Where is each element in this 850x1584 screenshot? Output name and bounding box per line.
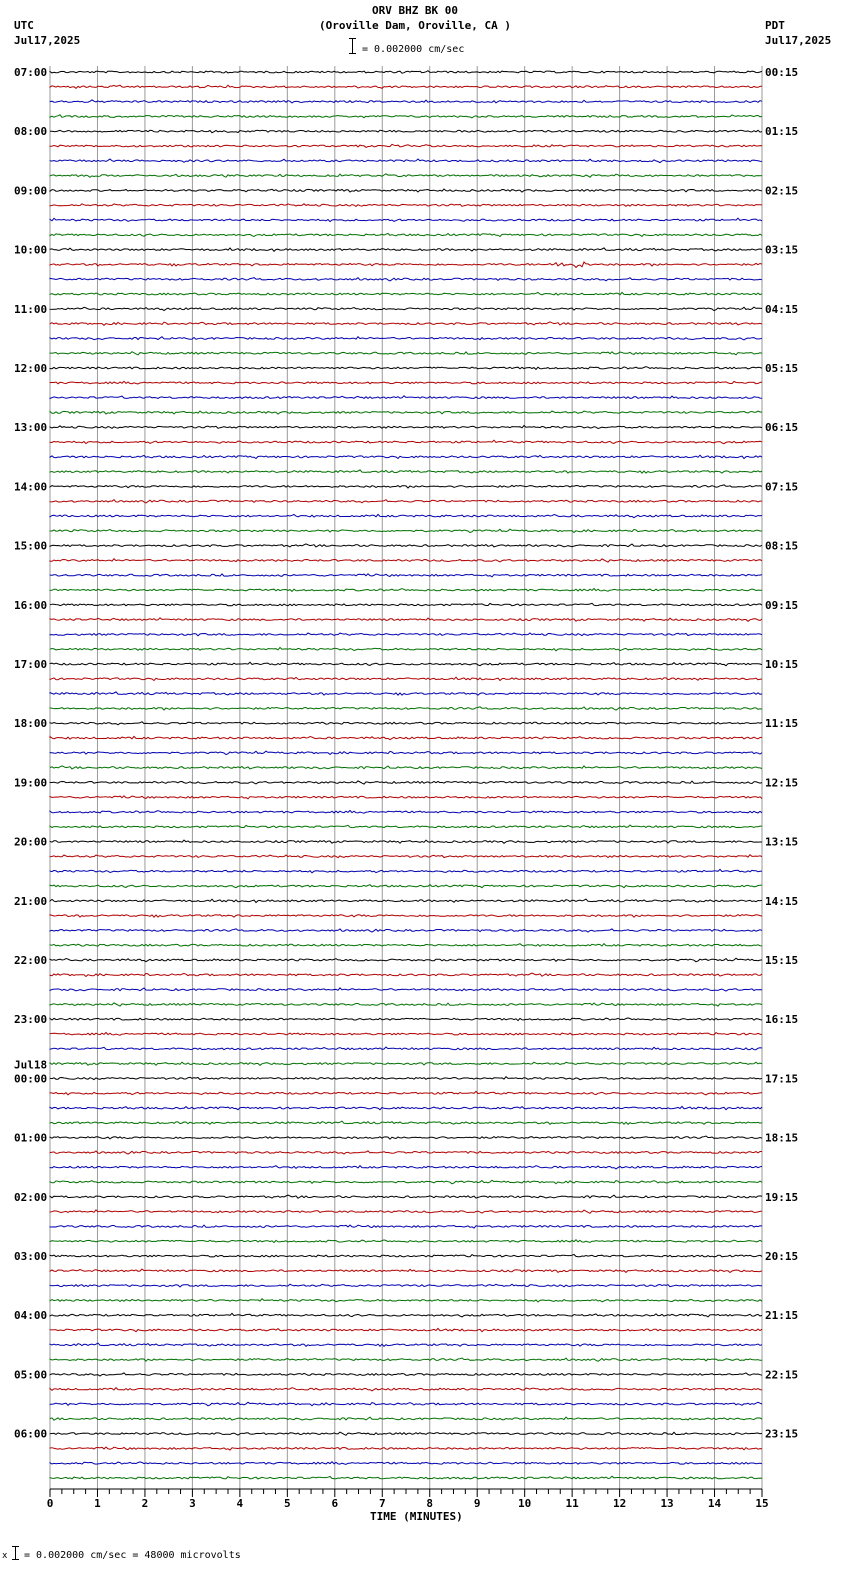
trace-line	[50, 367, 762, 370]
hour-label-left: 19:00	[14, 776, 48, 790]
trace-line	[50, 988, 762, 991]
hour-label-left: 15:00	[14, 539, 48, 553]
trace-line	[50, 559, 762, 562]
x-tick-label: 4	[236, 1497, 244, 1510]
trace-line	[50, 1106, 762, 1109]
hour-label-right: 00:15	[765, 66, 799, 79]
hour-label-right: 20:15	[765, 1250, 799, 1263]
x-tick-label: 13	[660, 1497, 674, 1510]
trace-line	[50, 958, 762, 962]
hour-label-right: 11:15	[765, 717, 799, 731]
trace-line	[50, 396, 762, 399]
trace-line	[50, 825, 762, 828]
hour-label-left: 00:00	[14, 1072, 48, 1086]
trace-line	[50, 307, 762, 311]
trace-line	[50, 234, 762, 237]
hour-label-left: 06:00	[14, 1427, 48, 1441]
trace-line	[50, 440, 762, 444]
trace-line	[50, 500, 762, 503]
trace-line	[50, 1447, 762, 1450]
trace-line	[50, 100, 762, 103]
trace-line	[50, 1091, 762, 1095]
trace-line	[50, 707, 762, 710]
footer-marker: x	[2, 1551, 8, 1561]
hour-label-right: 02:15	[765, 184, 799, 198]
trace-line	[50, 130, 762, 132]
hour-label-left: 10:00	[14, 243, 48, 257]
x-tick-label: 0	[46, 1497, 54, 1510]
hour-label-right: 01:15	[765, 125, 799, 139]
hour-label-right: 18:15	[765, 1131, 799, 1145]
hour-label-left: 05:00	[14, 1368, 48, 1382]
trace-line	[50, 381, 762, 384]
trace-line	[50, 426, 762, 429]
trace-line	[50, 1388, 762, 1391]
trace-line	[50, 204, 762, 207]
hour-label-left: 04:00	[14, 1309, 48, 1323]
x-tick-label: 5	[284, 1497, 291, 1510]
trace-line	[50, 337, 762, 340]
trace-line	[50, 781, 762, 784]
trace-line	[50, 1240, 762, 1243]
trace-line	[50, 278, 762, 281]
trace-line	[50, 633, 762, 636]
trace-line	[50, 603, 762, 605]
hour-label-left: 23:00	[14, 1013, 48, 1027]
trace-line	[50, 1166, 762, 1169]
trace-line	[50, 574, 762, 577]
hour-label-right: 21:15	[765, 1309, 799, 1323]
trace-line	[50, 811, 762, 814]
hour-label-left: 02:00	[14, 1190, 48, 1204]
hour-label-left: 16:00	[14, 598, 48, 612]
hour-label-right: 07:15	[765, 480, 799, 494]
trace-line	[50, 1343, 762, 1346]
hour-label-right: 12:15	[765, 776, 799, 790]
hour-label-right: 10:15	[765, 658, 799, 671]
hour-label-right: 06:15	[765, 421, 799, 435]
trace-line	[50, 1077, 762, 1080]
trace-line	[50, 1402, 762, 1406]
footer-scale-bar-icon	[11, 1546, 20, 1560]
footer-scale-note: = 0.002000 cm/sec = 48000 microvolts	[24, 1550, 241, 1561]
trace-line	[50, 514, 762, 517]
x-tick-label: 11	[565, 1497, 579, 1510]
x-tick-label: 14	[707, 1497, 722, 1510]
trace-line	[50, 1136, 762, 1139]
trace-line	[50, 1121, 762, 1124]
hour-label-right: 17:15	[765, 1072, 799, 1086]
hour-label-left: 07:00	[14, 66, 48, 79]
trace-line	[50, 944, 762, 947]
trace-line	[50, 544, 762, 547]
hour-label-left: 20:00	[14, 835, 48, 849]
x-tick-label: 7	[378, 1497, 386, 1510]
trace-line	[50, 618, 762, 622]
hour-label-right: 08:15	[765, 539, 799, 553]
trace-line	[50, 869, 762, 872]
trace-line	[50, 929, 762, 932]
trace-line	[50, 1328, 762, 1331]
trace-line	[50, 455, 762, 458]
trace-line	[50, 1269, 762, 1273]
trace-line	[50, 1225, 762, 1228]
trace-line	[50, 529, 762, 533]
trace-line	[50, 411, 762, 414]
trace-line	[50, 292, 762, 295]
hour-label-left: 08:00	[14, 125, 48, 139]
x-tick-label: 3	[189, 1497, 196, 1510]
trace-line	[50, 71, 762, 74]
trace-line	[50, 766, 762, 769]
trace-line	[50, 1018, 762, 1021]
trace-line	[50, 722, 762, 725]
trace-line	[50, 840, 762, 843]
hour-label-right: 13:15	[765, 835, 799, 849]
trace-line	[50, 159, 762, 163]
trace-line	[50, 322, 762, 325]
hour-label-left: 22:00	[14, 954, 48, 967]
trace-line	[50, 1151, 762, 1154]
hour-label-left: 03:00	[14, 1250, 48, 1263]
x-tick-label: 10	[518, 1497, 532, 1510]
trace-line	[50, 1003, 762, 1006]
trace-line	[50, 1284, 762, 1287]
trace-line	[50, 485, 762, 488]
hour-label-right: 19:15	[765, 1190, 799, 1204]
hour-label-left: 01:00	[14, 1131, 48, 1145]
hour-label-left: 17:00	[14, 658, 48, 671]
hour-label-right: 09:15	[765, 598, 799, 612]
right-timezone: PDT	[765, 19, 785, 32]
trace-line	[50, 262, 762, 267]
trace-line	[50, 144, 762, 147]
trace-line	[50, 677, 762, 680]
trace-line	[50, 589, 762, 592]
x-tick-label: 8	[426, 1497, 434, 1510]
trace-line	[50, 648, 762, 651]
hour-label-right: 03:15	[765, 243, 799, 257]
trace-line	[50, 662, 762, 666]
hour-label-left: 09:00	[14, 184, 48, 198]
trace-line	[50, 1432, 762, 1435]
trace-line	[50, 751, 762, 755]
trace-line	[50, 1047, 762, 1050]
hour-label-left: 13:00	[14, 421, 48, 435]
trace-line	[50, 1476, 762, 1479]
trace-line	[50, 1299, 762, 1302]
trace-line	[50, 1033, 762, 1036]
trace-line	[50, 915, 762, 918]
trace-line	[50, 470, 762, 473]
trace-line	[50, 796, 762, 799]
hour-label-left: 18:00	[14, 717, 48, 731]
trace-line	[50, 973, 762, 976]
trace-line	[50, 189, 762, 192]
right-date: Jul17,2025	[765, 34, 832, 47]
x-tick-label: 9	[473, 1497, 481, 1510]
left-timezone: UTC	[14, 19, 34, 32]
trace-line	[50, 1462, 762, 1465]
station-location: (Oroville Dam, Oroville, CA )	[318, 19, 512, 32]
trace-line	[50, 692, 762, 695]
hour-label-left: 12:00	[14, 362, 48, 375]
left-date: Jul17,2025	[14, 34, 81, 47]
x-axis-label: TIME (MINUTES)	[370, 1510, 463, 1523]
trace-line	[50, 1373, 762, 1376]
trace-line	[50, 1210, 762, 1213]
trace-line	[50, 85, 762, 88]
trace-line	[50, 1313, 762, 1317]
x-tick-label: 1	[94, 1497, 101, 1510]
hour-label-left: 21:00	[14, 894, 48, 908]
trace-line	[50, 352, 762, 355]
x-tick-label: 12	[612, 1497, 627, 1510]
trace-line	[50, 1195, 762, 1198]
trace-line	[50, 115, 762, 118]
trace-line	[50, 1062, 762, 1065]
x-tick-label: 6	[331, 1497, 339, 1510]
trace-line	[50, 248, 762, 251]
trace-line	[50, 885, 762, 888]
hour-label-right: 16:15	[765, 1013, 799, 1027]
hour-label-right: 15:15	[765, 954, 799, 967]
trace-line	[50, 1417, 762, 1420]
hour-label-left: 14:00	[14, 480, 48, 494]
trace-line	[50, 736, 762, 739]
date-change-label: Jul18	[14, 1058, 48, 1072]
hour-label-right: 22:15	[765, 1368, 799, 1382]
trace-line	[50, 218, 762, 221]
hour-label-left: 11:00	[14, 302, 48, 316]
trace-line	[50, 174, 762, 178]
hour-label-right: 04:15	[765, 302, 799, 316]
trace-line	[50, 1180, 762, 1184]
x-tick-label: 2	[141, 1497, 149, 1510]
hour-label-right: 23:15	[765, 1427, 799, 1441]
trace-line	[50, 855, 762, 858]
trace-line	[50, 899, 762, 902]
trace-line	[50, 1255, 762, 1257]
x-tick-label: 15	[755, 1497, 769, 1510]
trace-line	[50, 1358, 762, 1361]
hour-label-right: 14:15	[765, 894, 799, 908]
station-title: ORV BHZ BK 00	[371, 4, 459, 17]
hour-label-right: 05:15	[765, 362, 799, 375]
scale-label: = 0.002000 cm/sec	[362, 44, 465, 55]
